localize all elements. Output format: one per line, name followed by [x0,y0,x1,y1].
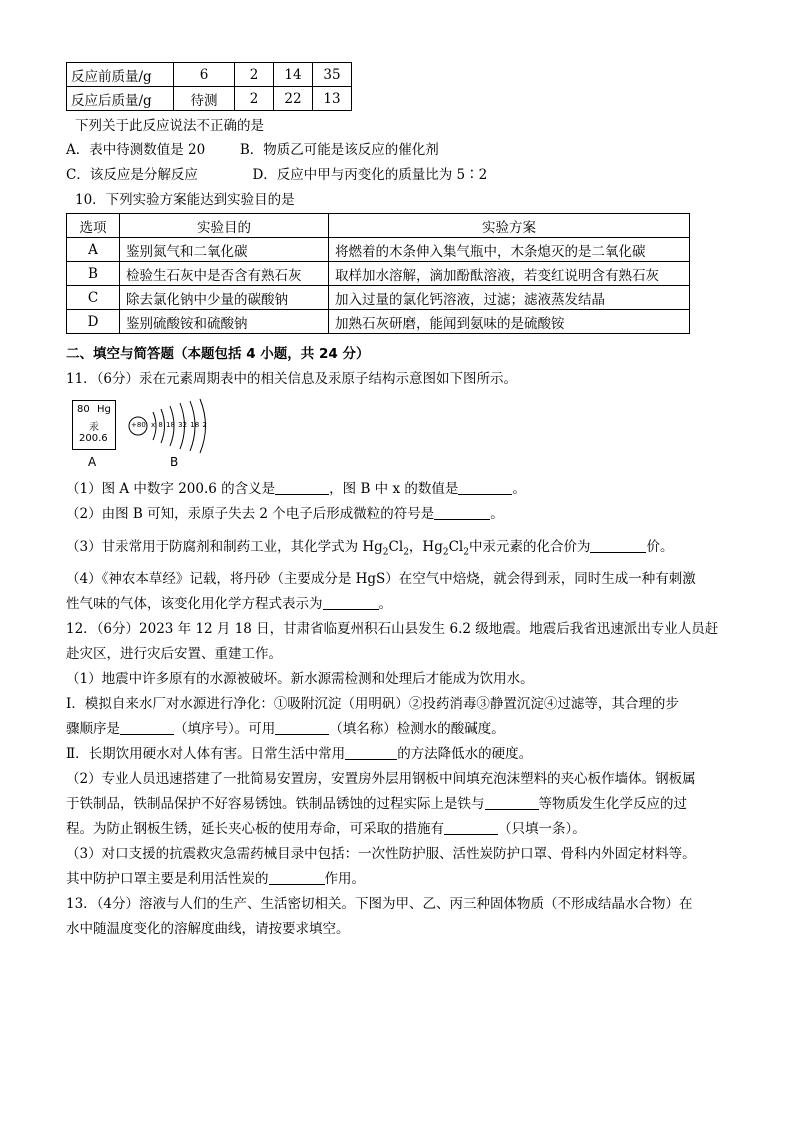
table-cell: 35 [313,63,352,87]
table-row [67,87,352,111]
answer-blank[interactable] [444,820,498,835]
q12-text: 骤顺序是 [66,721,120,737]
q12-text: 程。为防止钢板生锈，延长夹心板的使用寿命，可采取的措施有 [66,821,444,837]
q9-option-b: B．物质乙可能是该反应的催化剂 [239,142,439,158]
q12-part2-line3 [66,820,586,838]
atomic-mass: 200.6 [79,433,108,444]
table-cell: B [67,262,120,286]
atomic-number: 80 [77,404,90,415]
element-symbol: Hg [97,404,111,415]
table-row [67,63,352,87]
answer-blank[interactable] [275,480,329,495]
q9-option-c: C．该反应是分解反应 [66,167,198,183]
table-cell: 鉴别硫酸铵和硫酸钠 [120,310,329,334]
table-cell: 2 [235,87,274,111]
experiment-table [66,213,690,334]
q11-part2 [66,505,504,523]
subscript: 2 [382,547,389,558]
q11-part3-text: ，Hg [408,539,443,555]
q12-text: （填名称）检测水的酸碱度。 [329,721,505,737]
q11-part4-line1: （4）《神农本草经》记载，将丹砂（主要成分是 HgS）在空气中焙烧，就会得到汞，同时生成一种有刺激 [66,571,696,587]
q13-line1: 13．（4分）溶液与人们的生产、生活密切相关。下图为甲、乙、丙三种固体物质（不形成结晶水合物）在 [66,896,693,912]
table-row [67,286,690,310]
table-cell: 除去氯化钠中少量的碳酸钠 [120,286,329,310]
q12-text: Ⅱ．长期饮用硬水对人体有害。日常生活中常用 [66,746,346,762]
answer-blank[interactable] [434,505,490,520]
table-cell: 22 [274,87,313,111]
q11-part3-text: Cl [448,539,464,555]
q12-part2-line2 [66,795,687,813]
q12-stem-line1: 12．（6分）2023 年 12 月 18 日，甘肃省临夏州积石山县发生 6.2 级地震。地震后我省迅速派出专业人员赶 [66,621,719,637]
answer-blank[interactable] [485,795,539,810]
table-cell: 加入过量的氯化钙溶液，过滤；滤液蒸发结晶 [329,286,690,310]
answer-blank[interactable] [275,720,329,735]
answer-blank[interactable] [458,480,512,495]
q9-option-a: A．表中待测数值是 20 [66,142,206,158]
q11-stem: 11．（6分）汞在元素周期表中的相关信息及汞原子结构示意图如下图所示。 [66,371,518,387]
table-cell: A [67,238,120,262]
q11-part3 [66,538,673,562]
table-cell: 取样加水溶解，滴加酚酞溶液，若变红说明含有熟石灰 [329,262,690,286]
q11-part3-text: Cl [388,539,404,555]
q11-part2-text: （2）由图 B 可知，汞原子失去 2 个电子后形成微粒的符号是 [66,506,435,522]
figure-a-label: A [88,455,97,469]
figure-b-label: B [170,455,179,469]
table-cell: 2 [235,63,274,87]
q9-options-row1 [66,141,439,159]
q11-part1 [66,480,526,498]
table-header: 实验目的 [120,214,329,238]
q11-part4-line2 [66,595,392,613]
q12-text: （填序号）。可用 [174,721,276,737]
q12-part3-line2 [66,870,365,888]
table-cell: 反应前质量/g [67,63,174,87]
q11-part1-text: （1）图 A 中数字 200.6 的含义是 [66,481,276,497]
table-row [67,262,690,286]
table-cell: 将燃着的木条伸入集气瓶中，木条熄灭的是二氧化碳 [329,238,690,262]
q12-ii-line [66,745,532,763]
q12-text: 其中防护口罩主要是利用活性炭的 [66,871,269,887]
table-cell: D [67,310,120,334]
q12-i-line2 [66,720,505,738]
table-cell: 检验生石灰中是否含有熟石灰 [120,262,329,286]
table-cell: C [67,286,120,310]
table-header: 实验方案 [329,214,690,238]
table-cell: 13 [313,87,352,111]
electron-shells: x 8 18 32 18 2 [151,421,207,429]
table-cell: 待测 [174,87,235,111]
nucleus-charge: +80 [131,421,146,429]
q12-i-line1: Ⅰ．模拟自来水厂对水源进行净化：①吸附沉淀（用明矾）②投药消毒③静置沉淀④过滤等，其合理的步 [66,696,679,712]
answer-blank[interactable] [345,745,397,760]
q12-text: 作用。 [324,871,365,887]
table-cell: 6 [174,63,235,87]
q12-text: 的方法降低水的硬度。 [397,746,533,762]
q12-text: （只填一条）。 [498,821,586,837]
q11-part1-text2: ，图 B 中 x 的数值是 [329,481,459,497]
table-cell: 14 [274,63,313,87]
table-cell: 鉴别氮气和二氧化碳 [120,238,329,262]
q12-stem-line2: 赴灾区，进行灾后安置、重建工作。 [66,646,282,662]
table-row [67,238,690,262]
mass-table [66,62,352,111]
q12-text: 等物质发生化学反应的过 [538,796,687,812]
answer-blank[interactable] [120,720,174,735]
subscript: 2 [463,547,469,558]
q11-part4-end: 。 [378,596,392,612]
subscript: 2 [442,547,449,558]
table-cell: 反应后质量/g [67,87,174,111]
element-name: 汞 [89,422,99,433]
q11-part4-text: 性气味的气体，该变化用化学方程式表示为 [66,596,323,612]
q9-option-d: D．反应中甲与丙变化的质量比为 5∶2 [252,167,488,183]
q12-part3-line1: （3）对口支援的抗震救灾急需药械目录中包括：一次性防护服、活性炭防护口罩、骨科内外固定材料等。 [66,846,696,862]
section-heading: 二、填空与简答题（本题包括 4 小题，共 24 分） [66,346,370,362]
q13-line2: 水中随温度变化的溶解度曲线，请按要求填空。 [66,921,350,937]
q12-part1: （1）地震中许多原有的水源被破坏。新水源需检测和处理后才能成为饮用水。 [66,671,534,687]
q11-part3-text: 中汞元素的化合价为 [468,539,591,555]
q9-stem: 下列关于此反应说法不正确的是 [75,118,264,134]
q9-options-row2 [66,166,487,184]
table-header: 选项 [67,214,120,238]
table-cell: 加熟石灰研磨，能闻到氨味的是硫酸铵 [329,310,690,334]
answer-blank[interactable] [590,538,646,553]
q11-part1-end: 。 [512,481,526,497]
q10-stem: 10．下列实验方案能达到实验目的是 [75,192,295,208]
element-card-figure [72,400,116,450]
subscript: 2 [403,547,409,558]
q11-part3-text: （3）甘汞常用于防腐剂和制药工业，其化学式为 Hg [66,539,383,555]
table-row [67,310,690,334]
q11-part3-end: 价。 [646,539,674,555]
table-header-row [67,214,690,238]
answer-blank[interactable] [323,595,379,610]
q12-part2-line1: （2）专业人员迅速搭建了一批简易安置房，安置房外层用钢板中间填充泡沫塑料的夹心板作墙体。钢板属 [66,771,696,787]
q11-part2-end: 。 [490,506,504,522]
answer-blank[interactable] [269,870,325,885]
q12-text: 于铁制品，铁制品保护不好容易锈蚀。铁制品锈蚀的过程实际上是铁与 [66,796,485,812]
